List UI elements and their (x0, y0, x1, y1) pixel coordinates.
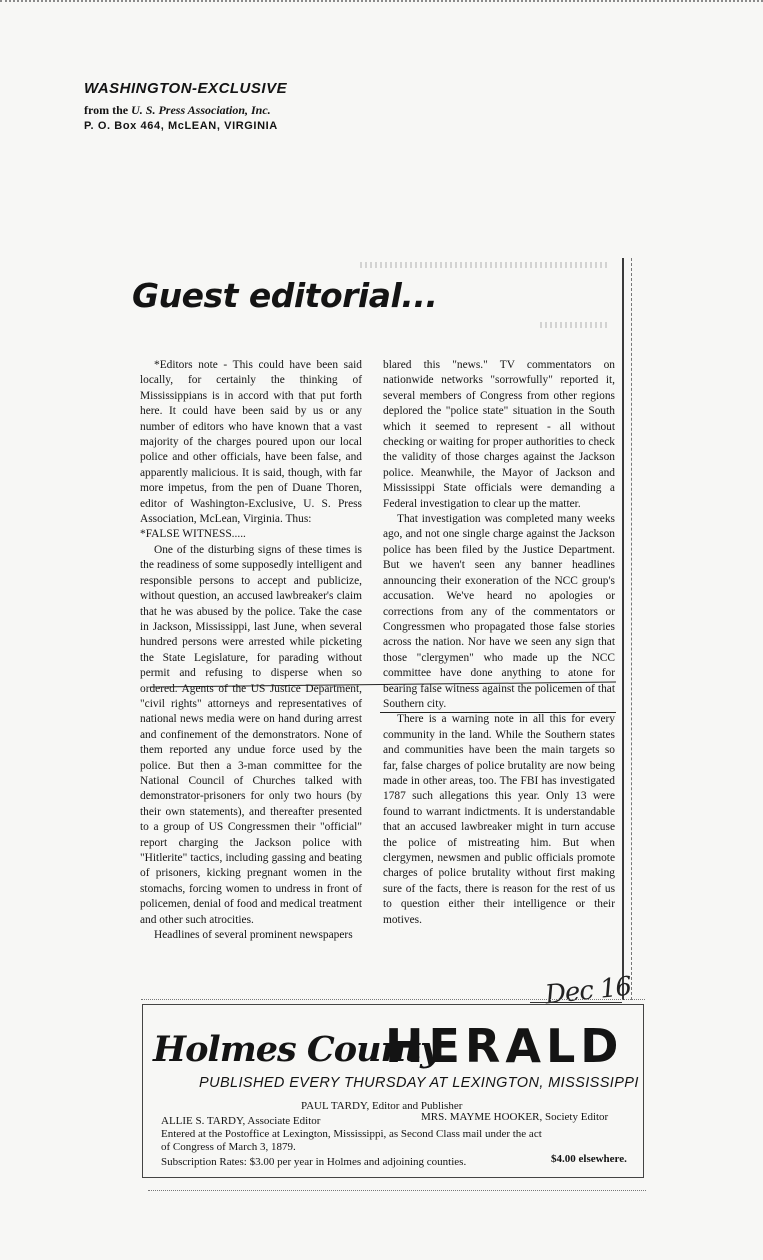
editorial-paragraph: blared this "news." TV commentators on nationwide networks "sorrowfully" reported it, several members of Congress from other regions deplored the "police state" situation in the South which it seemed to represent - all without checking or waiting for proper authorities to check the validity of those charges against the Jackson police. Meanwhile, the Mayor of Jackson and Mississippi State officials were demanding a Federal investigation to clear up the matter. (383, 359, 615, 510)
scan-speckle (360, 262, 610, 268)
herald-name-block: HERALD (385, 1019, 624, 1073)
herald-entered-line: Entered at the Postoffice at Lexington, Mississippi, as Second Class mail under the act (161, 1128, 542, 1140)
masthead-from-line: from the U. S. Press Association, Inc. (84, 103, 271, 117)
herald-published-line: PUBLISHED EVERY THURSDAY AT LEXINGTON, MISSISSIPPI (199, 1075, 639, 1091)
scan-line (380, 712, 616, 713)
masthead-title: WASHINGTON-EXCLUSIVE (84, 80, 288, 97)
false-witness-heading: *FALSE WITNESS..... (140, 528, 246, 541)
herald-nameplate (153, 1015, 639, 1077)
page-bottom-border (148, 1190, 646, 1191)
editorial-paragraph: Headlines of several prominent newspapers (154, 929, 353, 942)
herald-name-script: Holmes County (153, 1029, 440, 1070)
herald-editor: PAUL TARDY, Editor and Publisher (301, 1100, 463, 1112)
herald-entered-line-2: of Congress of March 3, 1879. (161, 1141, 296, 1153)
editorial-heading: Guest editorial... (132, 276, 438, 315)
editors-note: *Editors note - This could have been said locally, for certainly the thinking of Mississippians is in accord with that put forth here. It could have been said by us or any number of editors who have known that a vast majority of the charges poured upon our local police and other officials, have been false, and apparently malicious. It is said, though, with far more impetus, from the pen of Duane Thoren, editor of Washington-Exclusive, U. S. Press Association, McLean, Virginia. Thus: (140, 359, 362, 526)
herald-associate-editor: ALLIE S. TARDY, Associate Editor (161, 1115, 321, 1127)
clipping-edge (622, 258, 624, 1000)
herald-elsewhere-rate: $4.00 elsewhere. (551, 1153, 627, 1165)
editorial-paragraph: That investigation was completed many weeks ago, and not one single charge against the Jackson police has been filed by the Justice Department. But we haven't seen any banner headlines announcing their exoneration of the NCC group's accusation. We've heard no apologies or corrections from any of the commentators or Congressmen who propagated those false stories across the nation. Nor have we seen any sign that those "clergymen" who made up the NCC committee have done anything to atone for bearing false witness against the policemen of that Southern city. (383, 513, 615, 710)
editorial-paragraph: One of the disturbing signs of these times is the readiness of some supposedly intelligent and responsible persons to accept and publicize, without question, an accused lawbreaker's claim that he was abused by the police. Take the case in Jackson, Mississippi, last June, when several hundred persons were arrested while picketing the State Legislature, for parading without permit and refusing to disperse when so ordered. Agents of the US Justice Department, "civil rights" attorneys and representatives of national news media were on hand during arrest and confinement of the demonstrators. None of them reported any undue force used by the police. But then a 3-man committee for the National Council of Churches talked with demonstrator-prisoners for only two hours (by their own statements), and thereafter presented to a group of US Congressmen their "official" report charging the Jackson police with "Hitlerite" tactics, including gassing and beating of prisoners, kicking pregnant women in the stomachs, forcing women to undress in front of policemen, denial of food and medical treatment and other such atrocities. (140, 543, 362, 926)
editorial-left-column (140, 358, 362, 943)
source-masthead (84, 80, 287, 132)
masthead-org: U. S. Press Association, Inc. (131, 103, 271, 117)
masthead-address: P. O. Box 464, McLEAN, VIRGINIA (84, 120, 278, 132)
editorial-paragraph: There is a warning note in all this for every community in the land. While the Southern states and communities have been the main targets so far, false charges of police brutality are now being made in other areas, too. The FBI has investigated 1787 such allegations this year. Only 13 were found to warrant indictments. It is understandable that an accused lawbreaker might in turn accuse the police of mistreating him. But when clergymen, newsmen and public officials promote charges of police brutality without first making sure of the facts, there is reason for the rest of us to question either their intelligence or their motives. (383, 713, 615, 926)
herald-society-editor: MRS. MAYME HOOKER, Society Editor (421, 1111, 609, 1123)
herald-subscription: Subscription Rates: $3.00 per year in Holmes and adjoining counties. (161, 1156, 467, 1168)
clipping-edge-dashed (631, 258, 632, 1000)
box-top-dots (141, 999, 645, 1003)
scan-speckle (540, 322, 610, 328)
herald-masthead-box (142, 1004, 644, 1178)
handwritten-date: Dec 16 (543, 971, 633, 1011)
editorial-right-column (383, 358, 615, 928)
page-top-border (0, 0, 763, 10)
